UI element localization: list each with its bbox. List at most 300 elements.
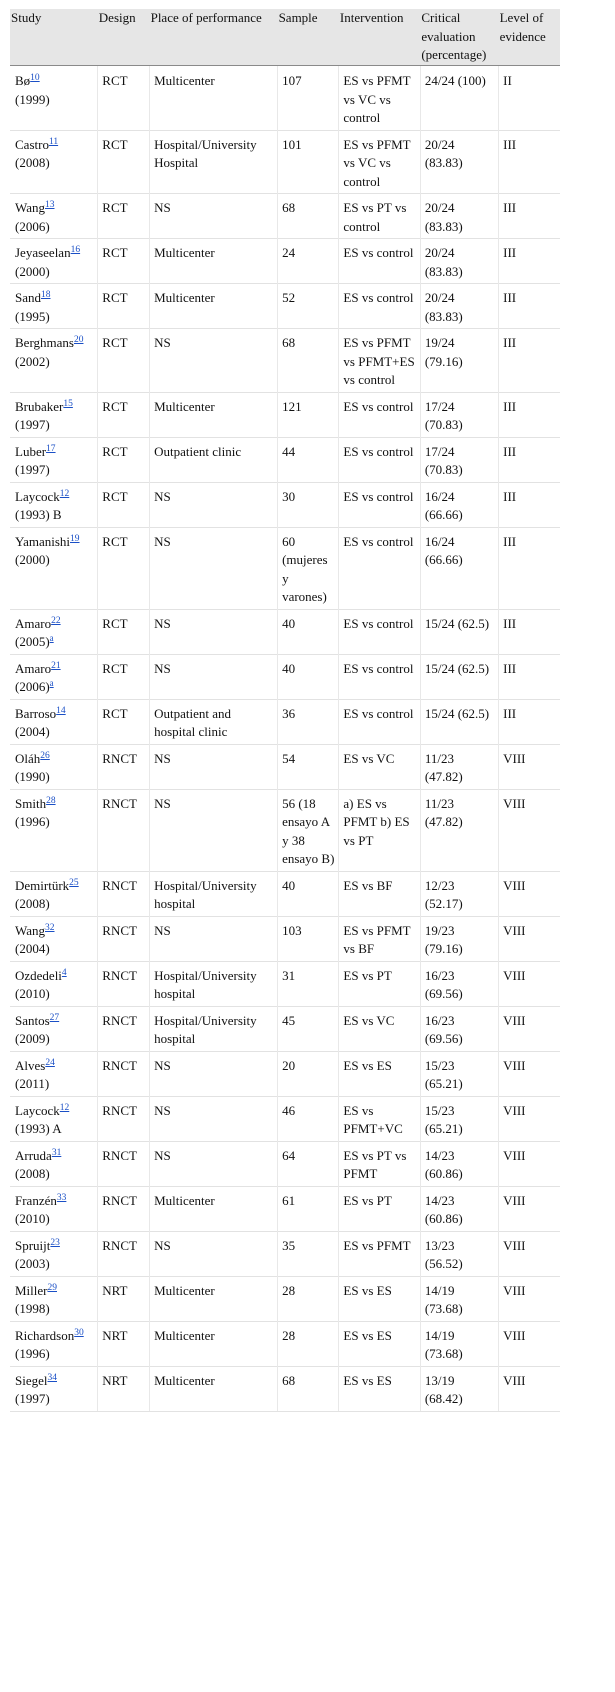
- place-cell: Multicenter: [150, 66, 278, 131]
- place-cell: NS: [150, 329, 278, 393]
- evaluation-cell: 20/24 (83.83): [420, 194, 498, 239]
- reference-link[interactable]: 11: [48, 136, 59, 147]
- study-author: Jeyaseelan: [15, 245, 71, 260]
- place-cell: Outpatient and hospital clinic: [150, 699, 278, 744]
- place-cell: NS: [150, 1141, 278, 1186]
- study-year: (2008): [15, 155, 50, 170]
- study-author: Richardson: [15, 1327, 75, 1343]
- table-row: [10, 1141, 560, 1186]
- sample-cell: 46: [278, 1096, 339, 1141]
- sample-cell: 40: [278, 654, 339, 699]
- table-row: [10, 961, 560, 1006]
- design-cell: RCT: [98, 392, 150, 437]
- reference-sup: [40, 751, 50, 766]
- place-cell: NS: [150, 1231, 278, 1276]
- reference-sup: [56, 706, 66, 721]
- level-cell: VIII: [499, 871, 560, 916]
- reference-link[interactable]: 25: [69, 877, 79, 888]
- reference-sup: [74, 335, 84, 350]
- place-cell: NS: [150, 609, 278, 654]
- study-year: (2006): [15, 218, 50, 234]
- study-cell: [10, 609, 98, 654]
- reference-link[interactable]: 33: [56, 1192, 67, 1203]
- sample-cell: 36: [278, 699, 339, 744]
- study-year: (2005): [15, 634, 50, 649]
- place-cell: Hospital/University hospital: [150, 961, 278, 1006]
- intervention-cell: a) ES vs PFMT b) ES vs PT: [339, 789, 420, 871]
- evaluation-cell: 20/24 (83.83): [420, 284, 498, 329]
- level-cell: III: [499, 194, 560, 239]
- design-cell: RCT: [98, 284, 150, 329]
- study-author: Franzén: [15, 1192, 57, 1208]
- design-cell: RNCT: [98, 916, 150, 961]
- table-row: [10, 194, 560, 239]
- footnote-marker: [50, 678, 54, 688]
- footnote-marker: [50, 633, 54, 643]
- study-author: Arruda: [15, 1147, 52, 1163]
- intervention-cell: ES vs PFMT vs BF: [339, 916, 420, 961]
- study-author: Laycock: [15, 488, 60, 504]
- study-year: (2011): [15, 1076, 50, 1091]
- level-cell: III: [499, 130, 560, 194]
- reference-link[interactable]: 20: [73, 335, 84, 345]
- evaluation-cell: 17/24 (70.83): [420, 392, 498, 437]
- reference-link[interactable]: 16: [70, 245, 81, 255]
- table-row: [10, 744, 560, 789]
- study-author: Yamanishi: [15, 533, 71, 549]
- reference-sup: [60, 489, 70, 504]
- reference-link[interactable]: 31: [51, 1147, 62, 1158]
- study-author: Brubaker: [15, 398, 64, 414]
- study-author: Spruijt: [15, 1237, 51, 1253]
- table-row: [10, 329, 560, 393]
- evaluation-cell: 19/23 (79.16): [420, 916, 498, 961]
- place-cell: NS: [150, 527, 278, 609]
- evaluation-cell: 11/23 (47.82): [420, 789, 498, 871]
- study-cell: [10, 392, 98, 437]
- study-cell: [10, 1231, 98, 1276]
- table-row: [10, 1276, 560, 1321]
- study-year: (2010): [15, 1211, 50, 1226]
- sample-cell: 30: [278, 482, 339, 527]
- sample-cell: 40: [278, 871, 339, 916]
- study-year: (1999): [15, 91, 50, 107]
- evaluation-cell: 13/23 (56.52): [420, 1231, 498, 1276]
- evaluation-cell: 16/24 (66.66): [420, 482, 498, 527]
- design-cell: RCT: [98, 654, 150, 699]
- sample-cell: 107: [278, 66, 339, 131]
- intervention-cell: ES vs ES: [339, 1276, 420, 1321]
- reference-link[interactable]: 12: [59, 1102, 70, 1113]
- study-author: Amaro: [15, 615, 52, 631]
- study-author: Siegel: [15, 1372, 48, 1388]
- study-cell: [10, 239, 98, 284]
- sample-cell: 40: [278, 609, 339, 654]
- place-cell: NS: [150, 194, 278, 239]
- table-row: [10, 1321, 560, 1366]
- evaluation-cell: 15/24 (62.5): [420, 609, 498, 654]
- study-author: Smith: [15, 795, 47, 811]
- header-place: Place of performance: [150, 9, 278, 66]
- study-cell: [10, 482, 98, 527]
- table-row: [10, 284, 560, 329]
- study-year: (1990): [15, 769, 50, 784]
- reference-link[interactable]: 27: [49, 1012, 60, 1023]
- design-cell: RCT: [98, 699, 150, 744]
- study-cell: [10, 961, 98, 1006]
- study-year: (2004): [15, 724, 50, 739]
- intervention-cell: ES vs control: [339, 699, 420, 744]
- reference-link[interactable]: 13: [45, 200, 55, 210]
- intervention-cell: ES vs PFMT vs VC vs control: [339, 66, 420, 131]
- design-cell: RNCT: [98, 1231, 150, 1276]
- design-cell: RCT: [98, 527, 150, 609]
- table-row: [10, 1096, 560, 1141]
- reference-link[interactable]: 28: [46, 795, 56, 806]
- table-row: [10, 437, 560, 482]
- study-year: (1998): [15, 1301, 50, 1316]
- study-author: Luber: [15, 443, 47, 459]
- reference-sup: [41, 290, 51, 305]
- evaluation-cell: 20/24 (83.83): [420, 239, 498, 284]
- table-row: [10, 699, 560, 744]
- reference-link[interactable]: 29: [47, 1282, 57, 1293]
- design-cell: RNCT: [98, 1051, 150, 1096]
- reference-link[interactable]: 19: [70, 533, 80, 544]
- study-year: (2000): [15, 263, 50, 279]
- intervention-cell: ES vs control: [339, 609, 420, 654]
- place-cell: Multicenter: [150, 1276, 278, 1321]
- place-cell: NS: [150, 482, 278, 527]
- reference-sup: [46, 444, 56, 459]
- level-cell: VIII: [499, 1051, 560, 1096]
- table-row: [10, 916, 560, 961]
- level-cell: III: [499, 527, 560, 609]
- study-year: (2003): [15, 1256, 50, 1271]
- evaluation-cell: 15/23 (65.21): [420, 1051, 498, 1096]
- place-cell: NS: [150, 1051, 278, 1096]
- reference-link[interactable]: 14: [56, 705, 66, 716]
- study-cell: [10, 1276, 98, 1321]
- level-cell: III: [499, 392, 560, 437]
- level-cell: VIII: [499, 744, 560, 789]
- design-cell: RCT: [98, 66, 150, 131]
- study-author: Ozdedeli: [15, 967, 62, 983]
- level-cell: III: [499, 609, 560, 654]
- design-cell: RNCT: [98, 1006, 150, 1051]
- reference-sup: [50, 1013, 60, 1028]
- level-cell: VIII: [499, 916, 560, 961]
- intervention-cell: ES vs VC: [339, 1006, 420, 1051]
- study-year: (2002): [15, 353, 50, 369]
- design-cell: RCT: [98, 482, 150, 527]
- study-year: (2008): [15, 1166, 50, 1181]
- evaluation-cell: 15/24 (62.5): [420, 699, 498, 744]
- reference-link[interactable]: 26: [40, 750, 50, 761]
- header-row: [10, 9, 560, 66]
- study-year: (1997): [15, 1391, 50, 1406]
- level-cell: VIII: [499, 1141, 560, 1186]
- sample-cell: 24: [278, 239, 339, 284]
- reference-link[interactable]: 30: [74, 1327, 84, 1338]
- studies-table: [10, 9, 560, 1412]
- reference-link[interactable]: 21: [51, 660, 61, 671]
- reference-sup: [63, 399, 73, 414]
- table-row: [10, 1366, 560, 1411]
- intervention-cell: ES vs VC: [339, 744, 420, 789]
- sample-cell: 44: [278, 437, 339, 482]
- level-cell: VIII: [499, 1186, 560, 1231]
- evaluation-cell: 20/24 (83.83): [420, 130, 498, 194]
- place-cell: NS: [150, 916, 278, 961]
- table-row: [10, 789, 560, 871]
- intervention-cell: ES vs control: [339, 437, 420, 482]
- table-row: [10, 654, 560, 699]
- sample-cell: 68: [278, 194, 339, 239]
- study-year: (1995): [15, 308, 50, 324]
- study-year: (1993) A: [15, 1121, 62, 1136]
- sample-cell: 20: [278, 1051, 339, 1096]
- design-cell: RNCT: [98, 1096, 150, 1141]
- design-cell: NRT: [98, 1276, 150, 1321]
- footnote-link[interactable]: a: [49, 678, 54, 688]
- intervention-cell: ES vs control: [339, 482, 420, 527]
- level-cell: III: [499, 699, 560, 744]
- study-author: Miller: [15, 1282, 48, 1298]
- evaluation-cell: 16/24 (66.66): [420, 527, 498, 609]
- evaluation-cell: 13/19 (68.42): [420, 1366, 498, 1411]
- header-sample: Sample: [278, 9, 339, 66]
- intervention-cell: ES vs PFMT vs VC vs control: [339, 130, 420, 194]
- study-cell: [10, 1321, 98, 1366]
- level-cell: III: [499, 329, 560, 393]
- study-cell: [10, 284, 98, 329]
- level-cell: VIII: [499, 1006, 560, 1051]
- study-cell: [10, 1141, 98, 1186]
- reference-link[interactable]: 17: [46, 443, 56, 454]
- study-cell: [10, 527, 98, 609]
- study-year: (2000): [15, 552, 50, 567]
- study-cell: [10, 130, 98, 194]
- sample-cell: 68: [278, 1366, 339, 1411]
- level-cell: VIII: [499, 1321, 560, 1366]
- study-cell: [10, 916, 98, 961]
- place-cell: Multicenter: [150, 1366, 278, 1411]
- reference-sup: [50, 1238, 60, 1253]
- place-cell: Multicenter: [150, 284, 278, 329]
- study-cell: [10, 1366, 98, 1411]
- reference-sup: [52, 1148, 62, 1163]
- reference-sup: [57, 1193, 67, 1208]
- level-cell: III: [499, 482, 560, 527]
- reference-link[interactable]: 24: [45, 1057, 55, 1068]
- footnote-link[interactable]: a: [49, 633, 54, 643]
- study-cell: [10, 1051, 98, 1096]
- study-cell: [10, 744, 98, 789]
- level-cell: VIII: [499, 1366, 560, 1411]
- place-cell: NS: [150, 744, 278, 789]
- table-row: [10, 1051, 560, 1096]
- design-cell: RCT: [98, 194, 150, 239]
- evaluation-cell: 16/23 (69.56): [420, 1006, 498, 1051]
- level-cell: II: [499, 66, 560, 131]
- reference-link[interactable]: 22: [51, 615, 61, 626]
- study-year: (1996): [15, 814, 50, 829]
- study-author: Oláh: [15, 750, 41, 766]
- sample-cell: 35: [278, 1231, 339, 1276]
- header-intervention: Intervention: [339, 9, 420, 66]
- place-cell: Hospital/University hospital: [150, 871, 278, 916]
- sample-cell: 28: [278, 1321, 339, 1366]
- study-year: (1997): [15, 417, 50, 432]
- evaluation-cell: 16/23 (69.56): [420, 961, 498, 1006]
- level-cell: VIII: [499, 961, 560, 1006]
- reference-sup: [49, 137, 58, 152]
- reference-link[interactable]: 10: [30, 73, 40, 83]
- sample-cell: 61: [278, 1186, 339, 1231]
- study-author: Laycock: [15, 1102, 60, 1118]
- reference-sup: [70, 534, 80, 549]
- reference-link[interactable]: 23: [50, 1237, 60, 1248]
- table-row: [10, 1006, 560, 1051]
- reference-sup: [45, 1058, 55, 1073]
- table-row: [10, 527, 560, 609]
- study-cell: [10, 789, 98, 871]
- evaluation-cell: 14/19 (73.68): [420, 1276, 498, 1321]
- header-critical-evaluation: Critical evaluation (percentage): [420, 9, 498, 66]
- place-cell: Multicenter: [150, 1186, 278, 1231]
- table-row: [10, 239, 560, 284]
- header-study: Study: [10, 9, 98, 66]
- reference-sup: [46, 796, 56, 811]
- study-year: (2006): [15, 679, 50, 694]
- study-year: (2008): [15, 896, 50, 911]
- reference-link[interactable]: 18: [41, 290, 51, 300]
- study-year: (2004): [15, 941, 50, 956]
- study-author: Sand: [15, 290, 41, 305]
- reference-link[interactable]: 12: [59, 488, 70, 499]
- evaluation-cell: 14/23 (60.86): [420, 1141, 498, 1186]
- study-author: Amaro: [15, 660, 52, 676]
- intervention-cell: ES vs ES: [339, 1051, 420, 1096]
- sample-cell: 68: [278, 329, 339, 393]
- table-row: [10, 1231, 560, 1276]
- reference-sup: [45, 200, 55, 215]
- study-cell: [10, 66, 98, 131]
- reference-link[interactable]: 15: [63, 398, 73, 409]
- table-row: [10, 609, 560, 654]
- evaluation-cell: 14/19 (73.68): [420, 1321, 498, 1366]
- intervention-cell: ES vs PT vs PFMT: [339, 1141, 420, 1186]
- level-cell: III: [499, 437, 560, 482]
- level-cell: VIII: [499, 789, 560, 871]
- design-cell: NRT: [98, 1321, 150, 1366]
- reference-sup: [74, 1328, 84, 1343]
- design-cell: RCT: [98, 329, 150, 393]
- table-row: [10, 482, 560, 527]
- design-cell: RCT: [98, 130, 150, 194]
- place-cell: Multicenter: [150, 1321, 278, 1366]
- intervention-cell: ES vs control: [339, 284, 420, 329]
- reference-sup: [51, 661, 61, 676]
- sample-cell: 54: [278, 744, 339, 789]
- place-cell: Hospital/University Hospital: [150, 130, 278, 194]
- reference-link[interactable]: 32: [45, 922, 55, 933]
- intervention-cell: ES vs control: [339, 392, 420, 437]
- design-cell: RCT: [98, 437, 150, 482]
- intervention-cell: ES vs ES: [339, 1366, 420, 1411]
- reference-sup: [48, 1373, 58, 1388]
- intervention-cell: ES vs PFMT vs PFMT+ES vs control: [339, 329, 420, 393]
- intervention-cell: ES vs BF: [339, 871, 420, 916]
- study-author: Barroso: [15, 705, 57, 721]
- study-year: (2010): [15, 986, 50, 1001]
- reference-sup: [71, 245, 81, 260]
- study-cell: [10, 1096, 98, 1141]
- reference-link[interactable]: 4: [61, 967, 67, 978]
- table-row: [10, 66, 560, 131]
- design-cell: RNCT: [98, 744, 150, 789]
- place-cell: Multicenter: [150, 392, 278, 437]
- sample-cell: 64: [278, 1141, 339, 1186]
- study-year: (1993) B: [15, 507, 62, 522]
- place-cell: Outpatient clinic: [150, 437, 278, 482]
- place-cell: NS: [150, 789, 278, 871]
- reference-sup: [48, 1283, 58, 1298]
- intervention-cell: ES vs PT: [339, 961, 420, 1006]
- intervention-cell: ES vs PFMT: [339, 1231, 420, 1276]
- reference-sup: [51, 616, 61, 631]
- intervention-cell: ES vs PT vs control: [339, 194, 420, 239]
- intervention-cell: ES vs control: [339, 654, 420, 699]
- evaluation-cell: 17/24 (70.83): [420, 437, 498, 482]
- place-cell: NS: [150, 654, 278, 699]
- table-row: [10, 130, 560, 194]
- study-year: (2009): [15, 1031, 50, 1046]
- study-author: Wang: [15, 922, 45, 938]
- study-cell: [10, 699, 98, 744]
- study-author: Bø: [15, 73, 31, 88]
- study-year: (1996): [15, 1346, 50, 1361]
- reference-link[interactable]: 34: [47, 1372, 57, 1383]
- place-cell: NS: [150, 1096, 278, 1141]
- header-level-of-evidence: Level of evidence: [499, 9, 560, 66]
- study-cell: [10, 1006, 98, 1051]
- evaluation-cell: 11/23 (47.82): [420, 744, 498, 789]
- level-cell: III: [499, 239, 560, 284]
- sample-cell: 121: [278, 392, 339, 437]
- study-author: Berghmans: [15, 335, 74, 350]
- level-cell: VIII: [499, 1096, 560, 1141]
- design-cell: RCT: [98, 609, 150, 654]
- study-author: Castro: [15, 136, 49, 152]
- table-row: [10, 1186, 560, 1231]
- evaluation-cell: 12/23 (52.17): [420, 871, 498, 916]
- design-cell: RNCT: [98, 1186, 150, 1231]
- study-cell: [10, 194, 98, 239]
- table-row: [10, 871, 560, 916]
- place-cell: Hospital/University hospital: [150, 1006, 278, 1051]
- level-cell: III: [499, 654, 560, 699]
- sample-cell: 31: [278, 961, 339, 1006]
- intervention-cell: ES vs control: [339, 239, 420, 284]
- reference-sup: [30, 73, 40, 88]
- reference-sup: [62, 968, 67, 983]
- evaluation-cell: 19/24 (79.16): [420, 329, 498, 393]
- sample-cell: 101: [278, 130, 339, 194]
- sample-cell: 52: [278, 284, 339, 329]
- table-row: [10, 392, 560, 437]
